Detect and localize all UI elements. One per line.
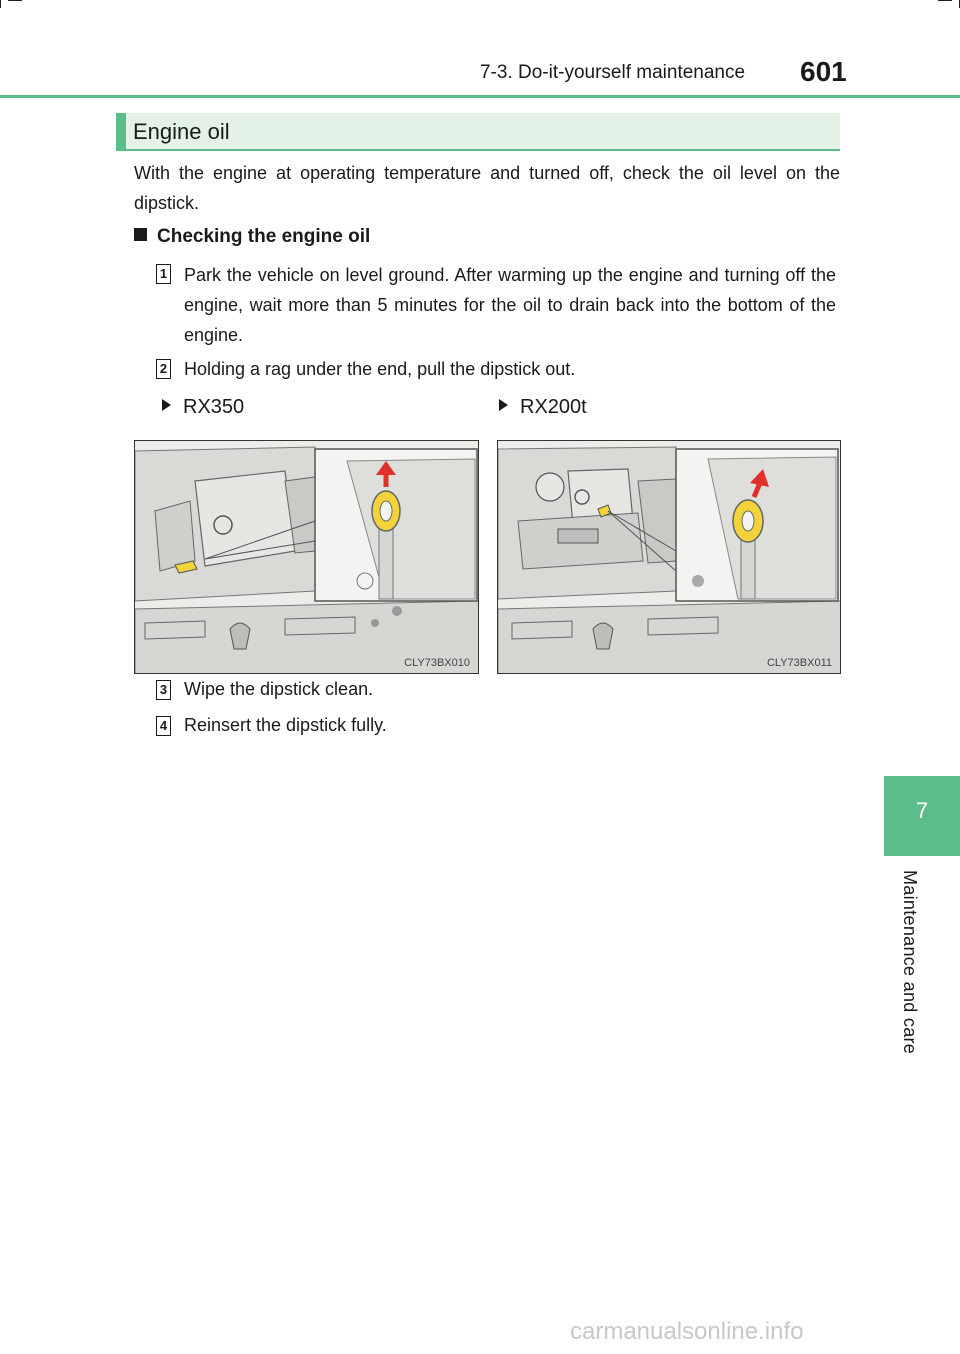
step-number-badge: 3 [156,680,171,700]
chapter-tab [884,776,960,856]
variant-label-text: RX200t [520,396,587,418]
chapter-number: 7 [915,798,929,823]
page-number: 601 [800,56,847,87]
variant-label-text: RX350 [183,396,245,418]
running-header: 7-3. Do-it-yourself maintenance [480,62,746,83]
figure-rx350-engine-bay [134,440,479,674]
triangle-bullet-icon [499,399,508,411]
subheading-text: Checking the engine oil [157,226,371,247]
variant-label [499,396,587,419]
step-number-badge: 1 [156,264,171,284]
step-text: Holding a rag under the end, pull the dipstick out. [184,359,576,379]
triangle-bullet-icon [162,399,171,411]
section-title-bar [116,113,840,151]
section-title: Engine oil [133,119,230,144]
figure-code: CLY73BX011 [766,657,832,669]
variant-label [162,396,244,419]
crop-mark [8,0,22,1]
subheading [134,226,370,248]
engine-bay-illustration [498,441,841,674]
intro-paragraph: With the engine at operating temperature and turned off, check the oil level on the dipstick. [134,163,840,213]
square-bullet-icon [134,228,147,241]
step-text: Park the vehicle on level ground. After warming up the engine and turning off the engine, wait more than 5 minutes for the oil to drain back into the bottom of the engine. [184,265,836,345]
step-text: Wipe the dipstick clean. [184,679,374,699]
figure-rx200t-engine-bay [497,440,841,674]
step-number-badge: 4 [156,716,171,736]
crop-mark [938,0,952,1]
crop-mark [0,0,1,8]
figure-code: CLY73BX010 [404,657,470,669]
header-rule [0,95,960,98]
section-accent [116,113,126,149]
step-text: Reinsert the dipstick fully. [184,715,387,735]
watermark: carmanualsonline.info [570,1318,804,1345]
step-number-badge: 2 [156,359,171,379]
engine-bay-illustration [135,441,479,674]
chapter-label: Maintenance and care [900,870,920,1055]
